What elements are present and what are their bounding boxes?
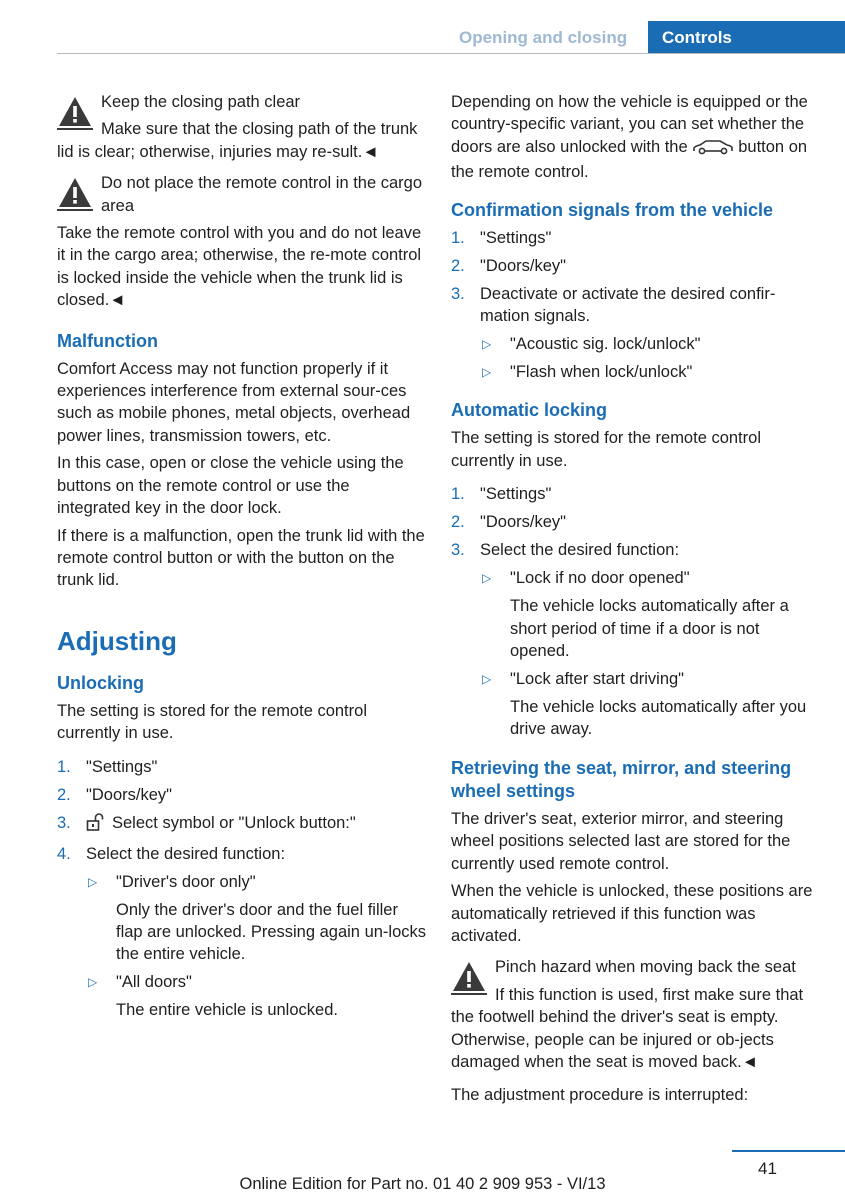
warning-closing-path — [57, 91, 427, 163]
list-item — [480, 361, 819, 383]
step-text: "Doors/key" — [480, 256, 566, 275]
retrieving-paragraph-1: The driver's seat, exterior mirror, and steering wheel positions selected last are stored for the currently used remote control. — [451, 809, 791, 873]
list-item — [86, 871, 427, 966]
list-item — [451, 511, 819, 533]
adjustment-interrupted-text: The adjustment procedure is interrupted: — [451, 1086, 749, 1105]
step-number: 1. — [451, 228, 465, 247]
automatic-locking-steps — [451, 483, 819, 741]
step-text: "Doors/key" — [480, 513, 566, 532]
step-number: 3. — [451, 541, 465, 560]
bullet-triangle-icon: ▷ — [482, 365, 492, 380]
option-description: Only the driver's door and the fuel filler flap are unlocked. Pressing again un-locks the entire vehicle. — [116, 900, 427, 964]
malfunction-paragraph-2: In this case, open or close the vehicle using the buttons on the remote control or use the integrated key in the door lock. — [57, 454, 404, 518]
warning-title: Pinch hazard when moving back the seat — [495, 958, 796, 977]
step-text: "Settings" — [480, 485, 552, 504]
step-number: 3. — [451, 284, 465, 303]
confirmation-steps — [451, 227, 819, 384]
warning-title: Do not place the remote control in the cargo area — [101, 174, 423, 215]
bullet-triangle-icon: ▷ — [482, 571, 492, 586]
option-label: "Driver's door only" — [116, 872, 256, 891]
car-key-button-icon — [692, 139, 734, 161]
list-item — [451, 227, 819, 249]
bullet-triangle-icon: ▷ — [482, 337, 492, 352]
intro-paragraph — [451, 91, 819, 184]
step-text: "Doors/key" — [86, 785, 172, 804]
list-item — [57, 756, 427, 778]
warning-remote-cargo — [57, 172, 427, 311]
adjusting-heading: Adjusting — [57, 625, 177, 656]
list-item — [57, 843, 427, 1022]
warning-body: Take the remote control with you and do not leave it in the cargo area; otherwise, the re-mote control is locked inside the vehicle when the trunk lid is closed.◄ — [57, 224, 422, 310]
automatic-locking-options — [480, 567, 819, 741]
option-label: "Flash when lock/unlock" — [510, 363, 693, 382]
list-item — [451, 283, 819, 384]
header-divider — [57, 53, 845, 54]
option-label: "All doors" — [116, 973, 192, 992]
warning-triangle-icon — [57, 94, 93, 130]
step-number: 2. — [451, 256, 465, 275]
unlocking-options — [86, 871, 427, 1022]
option-description: The vehicle locks automatically after you drive away. — [510, 698, 807, 739]
unlocking-intro: The setting is stored for the remote control currently in use. — [57, 701, 367, 743]
header-chapter-label: Controls — [662, 28, 732, 47]
list-item — [57, 812, 427, 837]
step-number: 1. — [57, 757, 71, 776]
warning-triangle-icon — [451, 959, 487, 995]
right-column — [451, 91, 819, 1107]
footer-edition: Online Edition for Part no. 01 40 2 909 953 - VI/13 — [239, 1175, 606, 1193]
list-item — [57, 784, 427, 806]
header-section-title: Opening and closing — [459, 28, 628, 47]
bullet-triangle-icon: ▷ — [88, 975, 98, 990]
retrieving-paragraph-2: When the vehicle is unlocked, these positions are automatically retrieved if this function was activated. — [451, 882, 813, 945]
step-number: 3. — [57, 813, 71, 832]
retrieving-settings-heading: Retrieving the seat, mirror, and steering wheel settings — [451, 757, 792, 801]
left-column — [57, 91, 427, 1027]
list-item — [480, 333, 819, 355]
step-text: Deactivate or activate the desired confir-mation signals. — [480, 284, 776, 326]
step-number: 2. — [57, 785, 71, 804]
step-number: 4. — [57, 844, 71, 863]
option-label: "Lock if no door opened" — [510, 569, 690, 588]
step-text: "Settings" — [86, 757, 158, 776]
malfunction-paragraph-3: If there is a malfunction, open the trunk lid with the remote control button or with the button on the trunk lid. — [57, 526, 425, 590]
bullet-triangle-icon: ▷ — [88, 874, 98, 889]
warning-body: Make sure that the closing path of the trunk lid is clear; otherwise, injuries may re-sult.◄ — [57, 120, 418, 161]
malfunction-heading: Malfunction — [57, 330, 158, 351]
step-text: Select symbol or "Unlock button:" — [112, 813, 356, 832]
step-text: Select the desired function: — [86, 844, 286, 863]
list-item — [480, 668, 819, 741]
step-number: 2. — [451, 513, 465, 532]
list-item — [451, 483, 819, 505]
step-text: "Settings" — [480, 228, 552, 247]
warning-triangle-icon — [57, 175, 93, 211]
unlocking-steps — [57, 756, 427, 1022]
option-label: "Lock after start driving" — [510, 670, 685, 689]
malfunction-paragraph-1: Comfort Access may not function properly if it experiences interference from external sour-ces such as mobile phones, metal objects, overhead power lines, transmission towers, etc. — [57, 359, 411, 445]
warning-pinch-hazard — [451, 956, 819, 1073]
list-item — [86, 971, 427, 1021]
list-item — [480, 567, 819, 662]
warning-body: If this function is used, first make sure that the footwell behind the driver's seat is empty. Otherwise, people can be injured or ob-jects damaged when the seat is moved back.◄ — [451, 985, 804, 1071]
footer-divider — [732, 1150, 845, 1152]
header-chapter-tab — [648, 21, 845, 54]
automatic-locking-heading: Automatic locking — [451, 400, 608, 421]
warning-title: Keep the closing path clear — [101, 93, 301, 111]
unlock-padlock-icon — [86, 813, 106, 837]
automatic-locking-intro: The setting is stored for the remote control currently in use. — [451, 429, 761, 470]
bullet-triangle-icon: ▷ — [482, 672, 492, 687]
page-number: 41 — [758, 1159, 777, 1178]
list-item — [451, 255, 819, 277]
intro-text: Depending on how the vehicle is equipped or the country-specific variant, you can set whether the doors are also unlocked with the — [451, 93, 808, 156]
option-description: The entire vehicle is unlocked. — [116, 1001, 338, 1020]
step-text: Select the desired function: — [480, 541, 680, 560]
unlocking-heading: Unlocking — [57, 672, 145, 693]
option-description: The vehicle locks automatically after a short period of time if a door is not opened. — [510, 597, 789, 661]
option-label: "Acoustic sig. lock/unlock" — [510, 335, 701, 354]
intro-text-end: button on the remote control. — [451, 137, 808, 182]
step-number: 1. — [451, 485, 465, 504]
list-item — [451, 539, 819, 741]
confirmation-heading: Confirmation signals from the vehicle — [451, 199, 774, 220]
confirmation-options — [480, 333, 819, 383]
